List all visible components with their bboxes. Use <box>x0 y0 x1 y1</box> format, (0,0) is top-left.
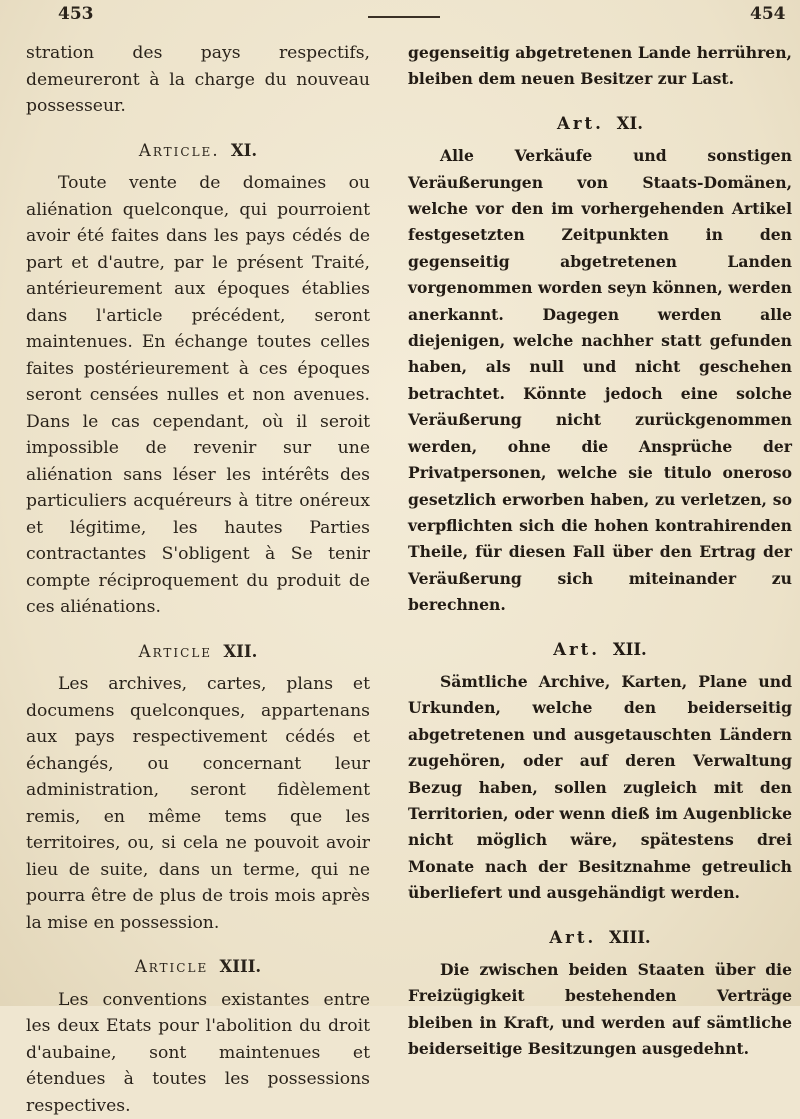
article-label: Article. <box>139 141 220 160</box>
german-article-11-text: Alle Verkäufe und sonstigen Veräußerungen von Staats-Domänen, welche vor den im vorhergehenden Artikel festgesetzten Zeitpunkten in den gegenseitig abgetretenen Landen vorgenommen worden seyn können, werden anerkannt. Dagegen werden alle diejenigen, welche nachher statt gefunden haben, als null und nicht geschehen betrachtet. Könnte jedoch eine solche Veräußerung nicht zurückgenommen werden, ohne die Ansprüche der Privatpersonen, welche sie titulo oneroso gesetzlich erworben haben, zu verletzen, so verpflichten sich die hohen kontrahirenden Theile, für diesen Fall über den Ertrag der Veräußerung sich miteinander zu berechnen. <box>408 143 792 618</box>
german-intro: gegenseitig abgetretenen Lande herrühren, bleiben dem neuen Besitzer zur Last. <box>408 40 792 93</box>
french-column <box>26 40 370 1119</box>
german-article-13-heading <box>408 925 792 951</box>
german-column <box>408 40 792 1063</box>
german-article-11-heading <box>408 111 792 137</box>
header-rule <box>368 16 440 18</box>
french-article-11-heading <box>26 138 370 165</box>
french-article-13-heading <box>26 954 370 981</box>
article-number: XI. <box>231 141 257 160</box>
article-number: XII. <box>223 642 257 661</box>
article-label: Art. <box>557 114 604 133</box>
french-article-11-text: Toute vente de domaines ou aliénation quelconque, qui pourroient avoir été faites dans les pays cédés de part et d'autre, par le présent Traité, antérieurement aux époques établies dans l'article précédent, seront maintenues. En échange toutes celles faites postérieurement à ces époques seront censées nulles et non avenues. Dans le cas cependant, où il seroit impossible de revenir sur une aliénation sans léser les intérêts des particuliers acquéreurs à titre onéreux et légitime, les hautes Parties contractantes S'obligent à Se tenir compte réciproquement du produit de ces aliénations. <box>26 170 370 621</box>
article-number: XIII. <box>219 957 261 976</box>
german-article-12-heading <box>408 637 792 663</box>
french-article-12-heading <box>26 639 370 666</box>
article-number: XIII. <box>609 928 651 947</box>
article-label: Art. <box>553 640 600 659</box>
page-number-right: 454 <box>750 4 786 24</box>
article-number: XII. <box>613 640 647 659</box>
article-label: Art. <box>549 928 596 947</box>
german-article-13-text: Die zwischen beiden Staaten über die Freizügigkeit bestehenden Verträge bleiben in Kraft, und werden auf sämtliche beiderseitige Besitzungen ausgedehnt. <box>408 957 792 1063</box>
article-number: XI. <box>617 114 643 133</box>
article-label: Article <box>139 642 212 661</box>
article-label: Article <box>135 957 208 976</box>
french-article-12-text: Les archives, cartes, plans et documens quelconques, appartenans aux pays respectivement cédés et échangés, ou concernant leur administration, seront fidèlement remis, en même tems que les territoires, ou, si cela ne pouvoit avoir lieu de suite, dans un terme, qui ne pourra être de plus de trois mois après la mise en possession. <box>26 671 370 936</box>
french-article-13-text: Les conventions existantes entre les deux Etats pour l'abolition du droit d'aubaine, sont maintenues et étendues à toutes les possessions respectives. <box>26 987 370 1119</box>
german-article-12-text: Sämtliche Archive, Karten, Plane und Urkunden, welche den beiderseitig abgetretenen und ausgetauschten Ländern zugehören, oder auf deren Verwaltung Bezug haben, sollen zugleich mit den Territorien, oder wenn dieß im Augenblicke nicht möglich wäre, spätestens drei Monate nach der Besitznahme getreulich überliefert und ausgehändigt werden. <box>408 669 792 907</box>
french-intro: stration des pays respectifs, demeureront à la charge du nouveau possesseur. <box>26 40 370 120</box>
page-number-left: 453 <box>58 4 94 24</box>
